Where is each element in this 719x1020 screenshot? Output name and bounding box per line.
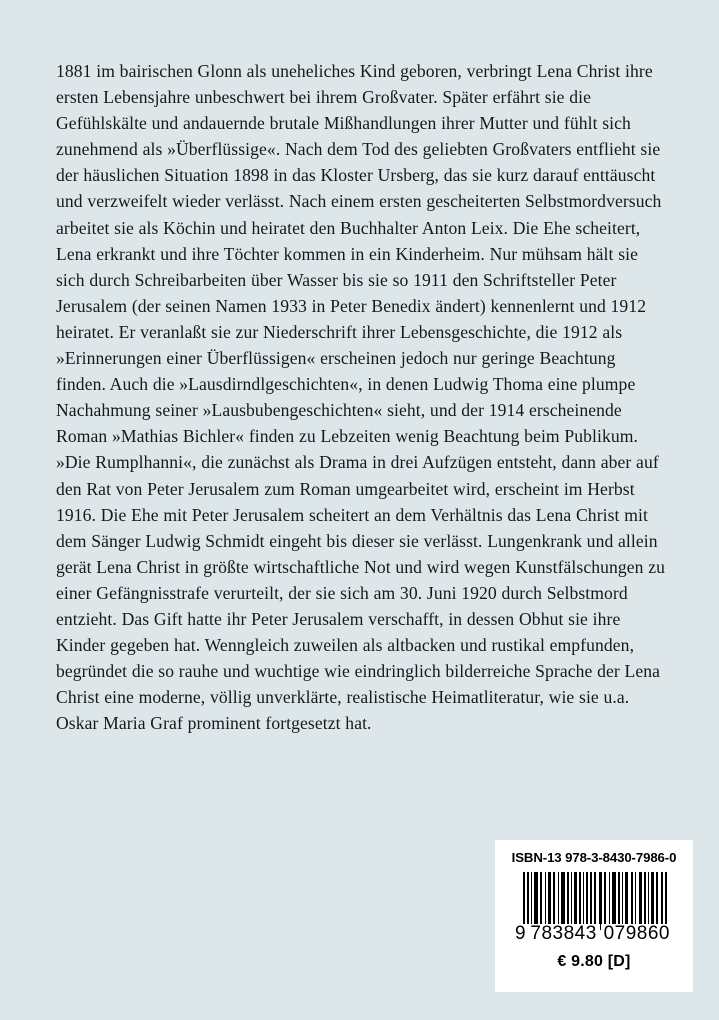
ean13-digits — [515, 924, 673, 944]
ean-right-group: 079860 — [601, 924, 673, 944]
isbn-label: ISBN-13 978-3-8430-7986-0 — [511, 850, 677, 865]
price-label: € 9.80 [D] — [557, 953, 631, 970]
ean-left-group: 783843 — [527, 924, 599, 944]
ean-lead-digit: 9 — [515, 923, 526, 944]
back-cover-blurb-text: 1881 im bairischen Glonn als uneheliches Kind geboren, verbringt Lena Christ ihre ersten Lebensjahre unbeschwert bei ihrem Großvater. Später erfährt sie die Gefühlskälte und andauernde brutale Mißhandlungen ihrer Mutter und fühlt sich zunehmend als »Überflüssige«. Nach dem Tod des geliebten Großvaters entflieht sie der häuslichen Situation 1898 in das Kloster Ursberg, das sie kurz darauf enttäuscht und verzweifelt wieder verlässt. Nach einem ersten gescheiterten Selbstmordversuch arbeitet sie als Köchin und heiratet den Buchhalter Anton Leix. Die Ehe scheitert, Lena erkrankt und ihre Töchter kommen in ein Kinderheim. Nur mühsam hält sie sich durch Schreibarbeiten über Wasser bis sie so 1911 den Schriftsteller Peter Jerusalem (der seinen Namen 1933 in Peter Benedix ändert) kennenlernt und 1912 heiratet. Er veranlaßt sie zur Niederschrift ihrer Lebensgeschichte, die 1912 als »Erinnerungen einer Überflüssigen« erscheinen jedoch nur geringe Beachtung finden. Auch die »Lausdirndlgeschichten«, in denen Ludwig Thoma eine plumpe Nachahmung seiner »Lausbubengeschichten« sieht, und der 1914 erscheinende Roman »Mathias Bichler« finden zu Lebzeiten wenig Beachtung beim Publikum. »Die Rumplhanni«, die zunächst als Drama in drei Aufzügen entsteht, dann aber auf den Rat von Peter Jerusalem zum Roman umgearbeitet wird, erscheint im Herbst 1916. Die Ehe mit Peter Jerusalem scheitert an dem Verhältnis das Lena Christ mit dem Sänger Ludwig Schmidt eingeht bis dieser sie verlässt. Lungenkrank und allein gerät Lena Christ in größte wirtschaftliche Not und wird wegen Kunstfälschungen zu einer Gefängnisstrafe verurteilt, der sie sich am 30. Juni 1920 durch Selbstmord entzieht. Das Gift hatte ihr Peter Jerusalem verschafft, in dessen Obhut sie ihre Kinder gegeben hat. Wenngleich zuweilen als altbacken und rustikal empfunden, begründet die so rauhe und wuchtige wie eindringlich bilderreiche Sprache der Lena Christ eine moderne, völlig unverklärte, realistische Heimatliteratur, wie sie u.a. Oskar Maria Graf prominent fortgesetzt hat. — [56, 61, 670, 734]
barcode-panel — [495, 840, 693, 992]
